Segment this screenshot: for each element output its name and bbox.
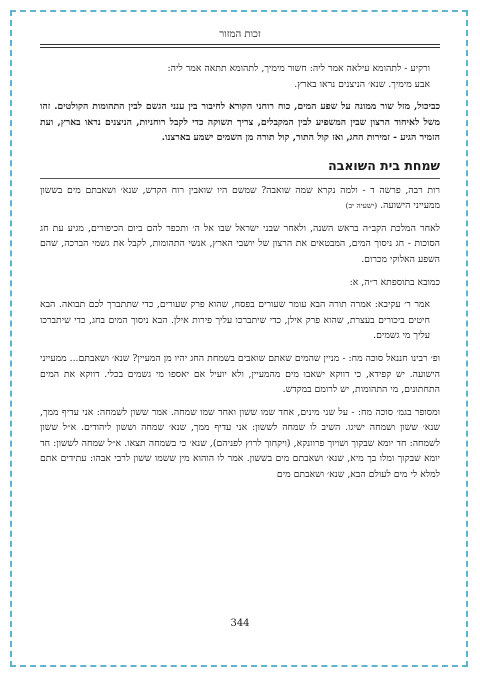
paragraph-sasson-simcha: ומסופר בגמ׳ סוכה מח: - על שני מינים, אחד שמו ששון ואחד שמו שמחה. אמר ששון לשמחה: אני עדיף ממך, שנא׳ ששון ושמחה ישיגו. השיב לו שמחה לששון: אני עדיף ממך, שנא׳ שמחה וששון ליהודים. א״ל ששון לשמחה: חד יומא שבקוך ושויוך פרוונקא, (ויקחוך לרוץ לפניהם), שנא׳ כי בשמחה תצאו. א״ל שמחה לששון: חד יומא שבקוך ומלו בך מיא, שנא׳ ושאבתם מים בששון. אמר לו הוהוא מין ששמו ששון לרבי אבהו: עתידים אתם למלא לי מים לעולם הבא, שנא׳ ושאבתם מים: [40, 406, 440, 481]
paragraph-ruth-rabba-ref: (ישעיה יב): [345, 201, 378, 211]
top-quote-line2: אבע מימיך. שנא׳ הניצנים נראו בארץ.: [294, 78, 430, 90]
paragraph-ruth-rabba-text: רות רבה, פרשה ד - ולמה נקרא שמה שואבה? שמשם היו שואבין רוח הקדש, שנא׳ ושאבתם מים בששון ממעייני הישועה.: [40, 184, 440, 212]
quote-rabbi-akiva: אמר ר׳ עקיבא: אמרה תורה הבא עומר שעורים בפסח, שהוא פרק שעורים, כדי שתתברך לכם תבואה. הבא חיטים ביכורים בעצרת, שהוא פרק אילן, כדי שיתברכו עליך פירות אילן. הבא ניסוך המים בחג, כדי שיתברכו עליך מי גשמים.: [40, 299, 430, 342]
paragraph-sukkot: לאחר המלכת הקב״ה בראש השנה, ולאחר שבני ישראל שבו אל ה׳ ותכפר להם ביום הכיפורים, מגיע עת חג הסוכות - חג ניסוך המים, המבטאים את הרצון של יושבי הארץ, אנשי התהומות, לקבל את גשמי הברכה, שהם השפע האלוקי מכרום.: [40, 222, 440, 265]
top-quote-line1: ורקיע - לתהומא עילאה אמר ליה: חשור מימיך, לתהומא תתאה אמר ליה:: [167, 63, 430, 74]
top-quote: [40, 61, 430, 92]
running-header: זכות המזור: [40, 28, 440, 45]
section-title: שמחת בית השואבה: [40, 158, 440, 179]
paragraph-tosefta-lead: כמובא בתוספתא ר״ה, א:: [349, 276, 440, 288]
paragraph-ruth-rabba: [40, 183, 440, 214]
intro-paragraph: כביכול, מזל שור ממונה על שפע המים, כוח רוחני הקורא לחיבור בין ענני הגשם לבין התהומות הקולטים. זהו משל לאיחוד הרצון שבין המשפיע לבין המקבלים, צריך תשוקה כדי לקבל רוחניות, הניצנים נראו בארץ, ועת הזמיר הגיע - זמירות החג, ואז קול התור, קול תורה מן השמים ישמע בארצנו.: [40, 101, 440, 144]
page-number: 344: [230, 618, 250, 629]
page-content: [40, 61, 440, 483]
paragraph-rabbeinu-chananel: ופ׳ רבינו חננאל סוכה מח: - מניין שהמים שאתם שואבים בשמחת החג יהיו מן המעיין? שנא׳ ושאבתם... ממעייני הישועה. יש קפידא, כי דווקא ישאבו מים מהמעיין, ולא יועיל אם יאספו מי גשמים בכלי. דווקא את המים התחתונים, מי התהומות, יש לרומם במקדש.: [40, 352, 440, 396]
document-page: [40, 28, 440, 653]
